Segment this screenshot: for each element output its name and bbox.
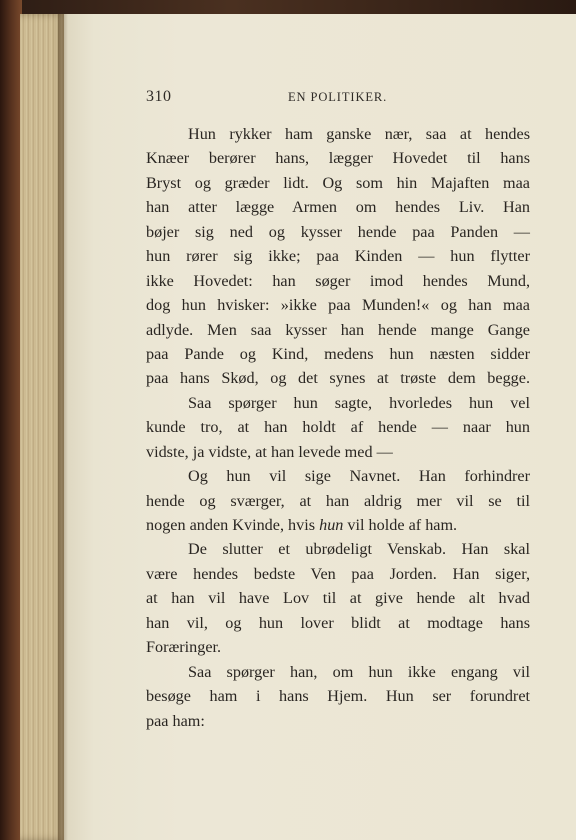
text-line: Og hun vil sige Navnet. Han forhindrer [188, 467, 530, 486]
text-line: paa Pande og Kind, medens hun næsten sidder [146, 344, 530, 363]
gutter-shadow [58, 14, 68, 840]
text-line: være hendes bedste Ven paa Jorden. Han siger, [146, 564, 530, 583]
text-line: hun rører sig ikke; paa Kinden — hun flytter [146, 247, 530, 266]
text-line: Saa spørger han, om hun ikke engang vil [188, 662, 530, 681]
text-line: han atter lægge Armen om hendes Liv. Han [146, 198, 530, 217]
text-line [146, 513, 530, 537]
text-line: Knæer berører hans, lægger Hovedet til hans [146, 149, 530, 168]
text-line: at han vil have Lov til at give hende alt hvad [146, 589, 530, 608]
text-line: ikke Hovedet: han søger imod hendes Mund, [146, 271, 530, 290]
text-line: Hun rykker ham ganske nær, saa at hendes [188, 125, 530, 143]
text-segment: nogen anden Kvinde, hvis [146, 516, 320, 534]
emphasized-word: hun [319, 516, 344, 534]
book-spine [0, 0, 22, 840]
text-line: Bryst og græder lidt. Og som hin Majaften maa [146, 173, 530, 192]
text-line: hende og sværger, at han aldrig mer vil se til [146, 491, 530, 510]
text-segment: vil holde af ham. [343, 516, 458, 534]
text-line: han vil, og hun lover blidt at modtage hans [146, 613, 530, 632]
page-header [146, 88, 530, 112]
running-head: EN POLITIKER. [288, 90, 388, 104]
text-line: kunde tro, at han holdt af hende — naar hun [146, 418, 530, 437]
text-line: adlyde. Men saa kysser han hende mange Gange [146, 320, 530, 339]
text-line: paa ham: [146, 711, 205, 730]
body-text [146, 122, 530, 733]
text-line: bøjer sig ned og kysser hende paa Panden — [146, 222, 530, 241]
text-line: dog hun hvisker: »ikke paa Munden!« og han maa [146, 296, 530, 315]
text-line: vidste, ja vidste, at han levede med — [146, 442, 393, 461]
text-line: Saa spørger hun sagte, hvorledes hun vel [188, 393, 530, 412]
page-number: 310 [146, 88, 172, 105]
text-line: besøge ham i hans Hjem. Hun ser forundret [146, 687, 530, 706]
text-line: paa hans Skød, og det synes at trøste dem begge. [146, 369, 530, 388]
text-line: De slutter et ubrødeligt Venskab. Han skal [188, 540, 530, 559]
text-line: Foræringer. [146, 638, 222, 657]
